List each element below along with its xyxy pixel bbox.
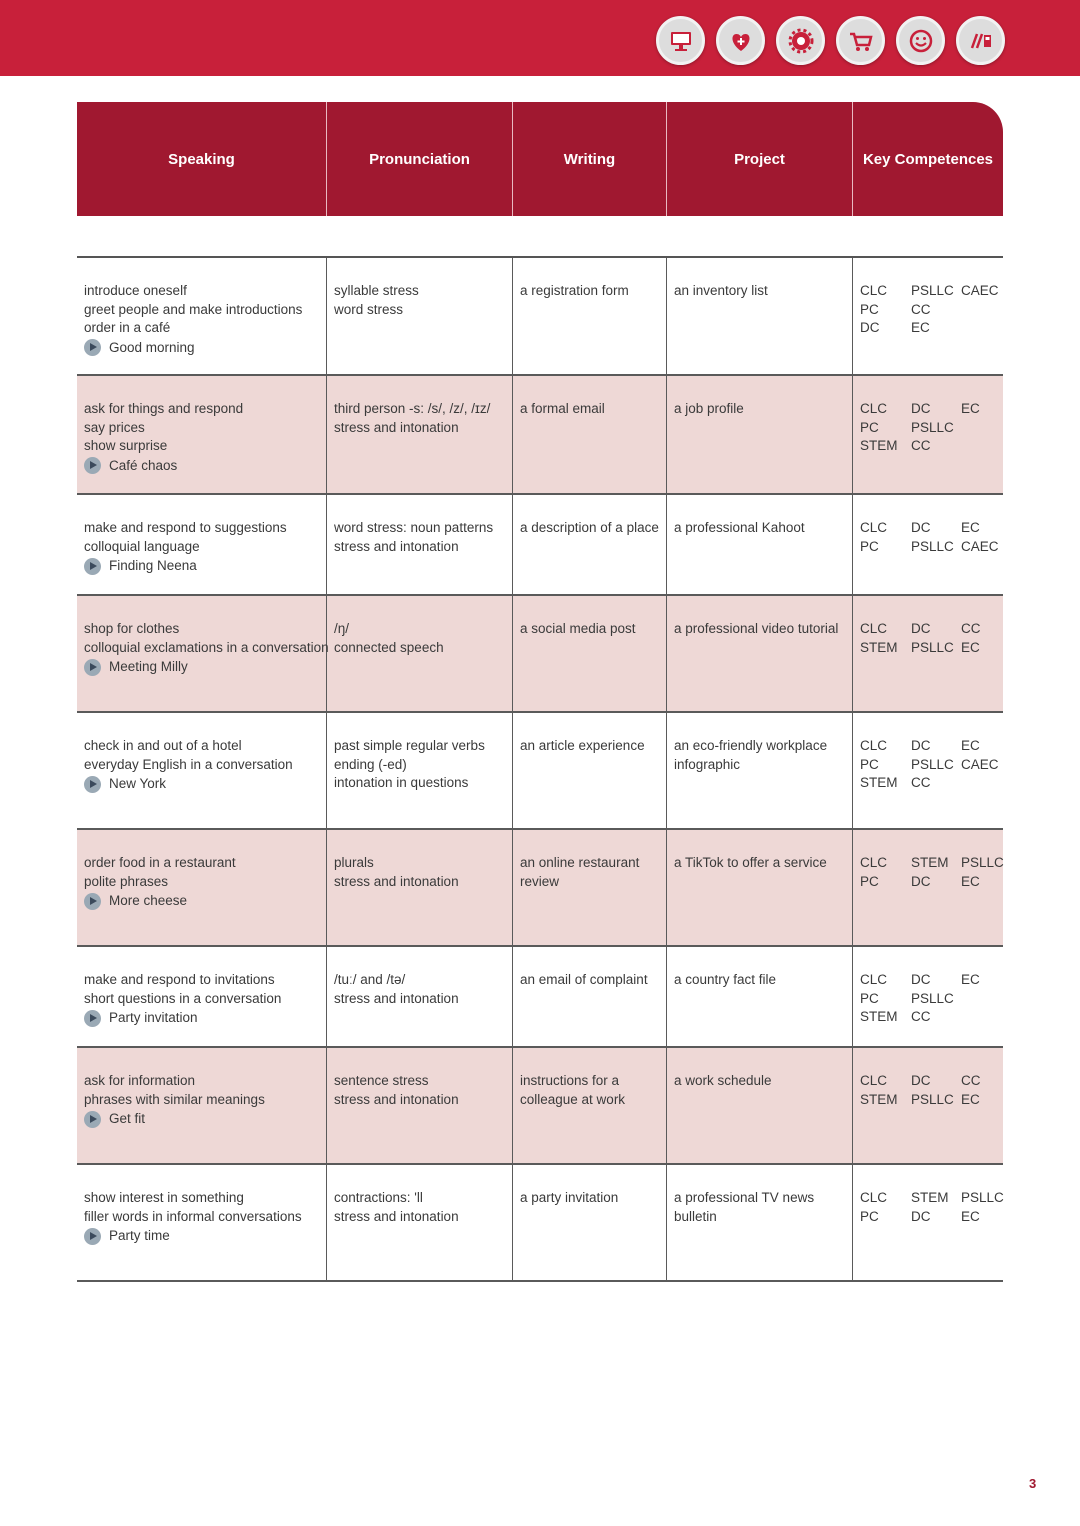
video-title: Meeting Milly <box>109 659 188 674</box>
competence-code: STEM <box>860 639 898 655</box>
speaking-text: polite phrases <box>84 873 169 889</box>
project-text: an eco-friendly workplace <box>674 738 828 753</box>
competence-code: STEM <box>911 1190 949 1205</box>
competence-code: EC <box>961 873 980 889</box>
play-icon[interactable] <box>84 339 101 356</box>
pronunciation-text: past simple regular verbs <box>334 738 485 753</box>
table-row <box>77 596 1003 713</box>
competence-code: PSLLC <box>911 756 954 772</box>
header-pronunciation: Pronunciation <box>327 102 513 216</box>
writing-text: a social media post <box>520 621 636 636</box>
project-text: an inventory list <box>674 283 768 298</box>
competence-code: CAEC <box>961 538 999 554</box>
play-icon[interactable] <box>84 1228 101 1245</box>
project-cell <box>667 713 853 828</box>
competence-code <box>961 990 1011 1009</box>
smiley-icon[interactable] <box>896 16 945 65</box>
competence-code: DC <box>911 1073 931 1088</box>
competence-code: EC <box>961 738 980 753</box>
play-icon[interactable] <box>84 1111 101 1128</box>
pronunciation-cell <box>327 947 513 1046</box>
speaking-cell <box>77 495 327 594</box>
speaking-text: show interest in something <box>84 1190 244 1205</box>
competence-code: CAEC <box>961 283 999 298</box>
competence-code: PSLLC <box>961 1190 1004 1205</box>
competence-grid <box>860 400 996 456</box>
pronunciation-cell <box>327 495 513 594</box>
competence-code: CLC <box>860 1190 888 1205</box>
play-icon[interactable] <box>84 558 101 575</box>
key-competences-cell <box>853 1048 1003 1163</box>
pronunciation-text: intonation in questions <box>334 775 469 790</box>
writing-text: an article experience <box>520 738 645 753</box>
competence-code: CLC <box>860 855 888 870</box>
competence-grid <box>860 1189 1004 1226</box>
competence-code: CLC <box>860 972 888 987</box>
pronunciation-cell <box>327 1165 513 1280</box>
writing-cell <box>513 947 667 1046</box>
gear-icon[interactable] <box>776 16 825 65</box>
video-title: Party time <box>109 1228 170 1243</box>
play-icon[interactable] <box>84 1010 101 1027</box>
competence-code: DC <box>911 401 931 416</box>
pronunciation-text: stress and intonation <box>334 538 459 554</box>
competence-grid <box>860 282 999 338</box>
competence-code: DC <box>911 873 931 889</box>
project-cell <box>667 1165 853 1280</box>
syllabus-table <box>77 258 1003 1282</box>
pronunciation-cell <box>327 376 513 493</box>
video-title: Good morning <box>109 339 195 355</box>
competence-code: STEM <box>860 438 898 453</box>
writing-text: an online restaurant <box>520 855 640 870</box>
competence-code: CLC <box>860 621 888 636</box>
competence-code: EC <box>961 401 980 416</box>
speaking-cell <box>77 713 327 828</box>
competence-code: CLC <box>860 738 888 753</box>
competence-code: DC <box>911 972 931 987</box>
writing-text: colleague at work <box>520 1091 626 1107</box>
table-row <box>77 830 1003 947</box>
competence-code: CC <box>911 438 931 453</box>
pronunciation-text: /ŋ/ <box>334 621 350 636</box>
speaking-text: filler words in informal conversations <box>84 1208 302 1224</box>
project-text: a TikTok to offer a service <box>674 855 827 870</box>
pronunciation-cell <box>327 830 513 945</box>
speaking-text: show surprise <box>84 438 168 453</box>
competence-code: DC <box>860 320 880 335</box>
play-icon[interactable] <box>84 776 101 793</box>
pronunciation-cell <box>327 596 513 711</box>
speaking-cell <box>77 258 327 374</box>
speaking-text: order in a café <box>84 320 171 335</box>
project-cell <box>667 495 853 594</box>
competence-code: EC <box>961 1091 980 1107</box>
video-link[interactable] <box>84 1227 319 1246</box>
project-text: infographic <box>674 756 741 772</box>
key-competences-cell <box>853 1165 1003 1280</box>
project-text: a professional TV news <box>674 1190 815 1205</box>
video-link[interactable] <box>84 1110 319 1129</box>
speaking-text: ask for information <box>84 1073 196 1088</box>
table-row <box>77 1165 1003 1282</box>
pronunciation-text: syllable stress <box>334 283 419 298</box>
competence-code: STEM <box>860 1009 898 1024</box>
video-title: New York <box>109 776 167 791</box>
shopping-cart-icon[interactable] <box>836 16 885 65</box>
competence-code <box>961 301 1011 320</box>
competence-code: PSLLC <box>961 855 1004 870</box>
project-cell <box>667 596 853 711</box>
competence-code: PC <box>860 301 879 317</box>
writing-text: review <box>520 873 560 889</box>
competence-grid <box>860 519 999 556</box>
speaking-text: greet people and make introductions <box>84 301 303 317</box>
competence-code <box>961 1008 1011 1027</box>
table-row <box>77 495 1003 596</box>
competence-code <box>961 774 1011 793</box>
competence-grid <box>860 737 999 793</box>
header-project: Project <box>667 102 853 216</box>
competence-code: PSLLC <box>911 1091 954 1107</box>
competence-code: PC <box>860 419 879 435</box>
video-link[interactable] <box>84 1009 319 1028</box>
competence-grid <box>860 1072 996 1109</box>
speaking-cell <box>77 830 327 945</box>
page-number: 3 <box>1029 1476 1037 1491</box>
video-link[interactable] <box>84 339 319 358</box>
writing-text: an email of complaint <box>520 972 648 987</box>
computer-icon[interactable] <box>656 16 705 65</box>
writing-text: a registration form <box>520 283 629 298</box>
competence-code: PC <box>860 756 879 772</box>
writing-cell <box>513 376 667 493</box>
competence-code: PSLLC <box>911 538 954 554</box>
competence-code: CAEC <box>961 756 999 772</box>
competence-code: DC <box>911 621 931 636</box>
competence-code: CC <box>911 775 931 790</box>
pronunciation-text: stress and intonation <box>334 873 459 889</box>
competence-code: STEM <box>860 775 898 790</box>
pronunciation-text: word stress: noun patterns <box>334 520 494 535</box>
competence-code: CC <box>961 1073 981 1088</box>
project-text: a country fact file <box>674 972 777 987</box>
competence-code: CC <box>961 621 981 636</box>
play-icon[interactable] <box>84 893 101 910</box>
competence-code: PSLLC <box>911 283 954 298</box>
project-text: bulletin <box>674 1208 717 1224</box>
tools-icon[interactable] <box>956 16 1005 65</box>
pronunciation-text: stress and intonation <box>334 1208 459 1224</box>
pronunciation-cell <box>327 258 513 374</box>
competence-code: PSLLC <box>911 419 954 435</box>
speaking-text: order food in a restaurant <box>84 855 236 870</box>
pronunciation-cell <box>327 713 513 828</box>
video-title: Finding Neena <box>109 558 197 573</box>
writing-text: instructions for a <box>520 1073 620 1088</box>
competence-code: PSLLC <box>911 990 954 1006</box>
competence-code: PSLLC <box>911 639 954 655</box>
project-cell <box>667 1048 853 1163</box>
speaking-cell <box>77 1048 327 1163</box>
speaking-cell <box>77 376 327 493</box>
competence-code: PC <box>860 990 879 1006</box>
writing-cell <box>513 830 667 945</box>
writing-cell <box>513 713 667 828</box>
heart-icon[interactable] <box>716 16 765 65</box>
speaking-text: phrases with similar meanings <box>84 1091 265 1107</box>
competence-grid <box>860 971 996 1027</box>
speaking-text: ask for things and respond <box>84 401 244 416</box>
header-speaking: Speaking <box>77 102 327 216</box>
competence-code: CC <box>911 1009 931 1024</box>
video-link[interactable] <box>84 658 319 677</box>
competence-code <box>961 419 1011 438</box>
speaking-text: introduce oneself <box>84 283 187 298</box>
competence-grid <box>860 854 1004 891</box>
key-competences-cell <box>853 596 1003 711</box>
project-cell <box>667 830 853 945</box>
project-cell <box>667 376 853 493</box>
video-title: Party invitation <box>109 1010 198 1025</box>
pronunciation-text: plurals <box>334 855 374 870</box>
header-writing: Writing <box>513 102 667 216</box>
competence-code: CC <box>911 301 931 317</box>
project-text: a work schedule <box>674 1073 772 1088</box>
writing-cell <box>513 1165 667 1280</box>
competence-code: DC <box>911 1208 931 1224</box>
project-text: a job profile <box>674 401 744 416</box>
speaking-cell <box>77 947 327 1046</box>
writing-cell <box>513 596 667 711</box>
video-link[interactable] <box>84 457 319 476</box>
pronunciation-text: connected speech <box>334 639 444 655</box>
competence-code: DC <box>911 738 931 753</box>
competence-code <box>961 437 1011 456</box>
video-title: Café chaos <box>109 457 178 473</box>
pronunciation-text: stress and intonation <box>334 1091 459 1107</box>
competence-code: DC <box>911 520 931 535</box>
pronunciation-text: stress and intonation <box>334 419 459 435</box>
competence-code: PC <box>860 538 879 554</box>
competence-code: STEM <box>860 1091 898 1107</box>
play-icon[interactable] <box>84 659 101 676</box>
project-cell <box>667 258 853 374</box>
competence-code <box>961 319 1011 338</box>
table-row <box>77 1048 1003 1165</box>
pronunciation-text: sentence stress <box>334 1073 429 1088</box>
video-title: More cheese <box>109 893 188 908</box>
key-competences-cell <box>853 376 1003 493</box>
table-row <box>77 376 1003 495</box>
competence-code: CLC <box>860 401 888 416</box>
competence-code: STEM <box>911 855 949 870</box>
writing-cell <box>513 258 667 374</box>
video-link[interactable] <box>84 775 319 794</box>
speaking-text: colloquial language <box>84 538 200 554</box>
pronunciation-text: contractions: 'll <box>334 1190 423 1205</box>
speaking-text: short questions in a conversation <box>84 990 282 1006</box>
pronunciation-cell <box>327 1048 513 1163</box>
speaking-text: make and respond to invitations <box>84 972 275 987</box>
competence-code: EC <box>961 639 980 655</box>
video-link[interactable] <box>84 557 319 576</box>
key-competences-cell <box>853 258 1003 374</box>
key-competences-cell <box>853 947 1003 1046</box>
competence-code: EC <box>961 520 980 535</box>
writing-text: a description of a place <box>520 520 659 535</box>
pronunciation-text: /tuː/ and /tə/ <box>334 972 406 987</box>
pronunciation-text: stress and intonation <box>334 990 459 1006</box>
table-row <box>77 713 1003 830</box>
competence-code: EC <box>961 972 980 987</box>
pronunciation-text: third person -s: /s/, /z/, /ɪz/ <box>334 401 491 416</box>
competence-code: PC <box>860 1208 879 1224</box>
pronunciation-text: word stress <box>334 301 404 317</box>
header-key-competences: Key Competences <box>862 150 994 168</box>
project-cell <box>667 947 853 1046</box>
pronunciation-text: ending (-ed) <box>334 756 407 772</box>
writing-text: a party invitation <box>520 1190 619 1205</box>
video-link[interactable] <box>84 892 319 911</box>
video-title: Get fit <box>109 1111 146 1126</box>
table-header <box>77 102 1003 216</box>
speaking-text: make and respond to suggestions <box>84 520 287 535</box>
key-competences-cell <box>853 830 1003 945</box>
table-row <box>77 947 1003 1048</box>
play-icon[interactable] <box>84 457 101 474</box>
speaking-text: say prices <box>84 419 145 435</box>
competence-grid <box>860 620 996 657</box>
competence-code: CLC <box>860 283 888 298</box>
project-text: a professional Kahoot <box>674 520 805 535</box>
section-icon-row <box>656 16 1005 64</box>
speaking-text: shop for clothes <box>84 621 180 636</box>
writing-cell <box>513 495 667 594</box>
writing-text: a formal email <box>520 401 605 416</box>
speaking-cell <box>77 1165 327 1280</box>
speaking-text: everyday English in a conversation <box>84 756 293 772</box>
table-row <box>77 258 1003 376</box>
key-competences-cell <box>853 713 1003 828</box>
competence-code: CLC <box>860 1073 888 1088</box>
competence-code: EC <box>911 320 930 335</box>
speaking-text: check in and out of a hotel <box>84 738 242 753</box>
competence-code: EC <box>961 1208 980 1224</box>
speaking-text: colloquial exclamations in a conversation <box>84 639 329 655</box>
speaking-cell <box>77 596 327 711</box>
key-competences-cell <box>853 495 1003 594</box>
writing-cell <box>513 1048 667 1163</box>
competence-code: PC <box>860 873 879 889</box>
project-text: a professional video tutorial <box>674 621 839 636</box>
competence-code: CLC <box>860 520 888 535</box>
